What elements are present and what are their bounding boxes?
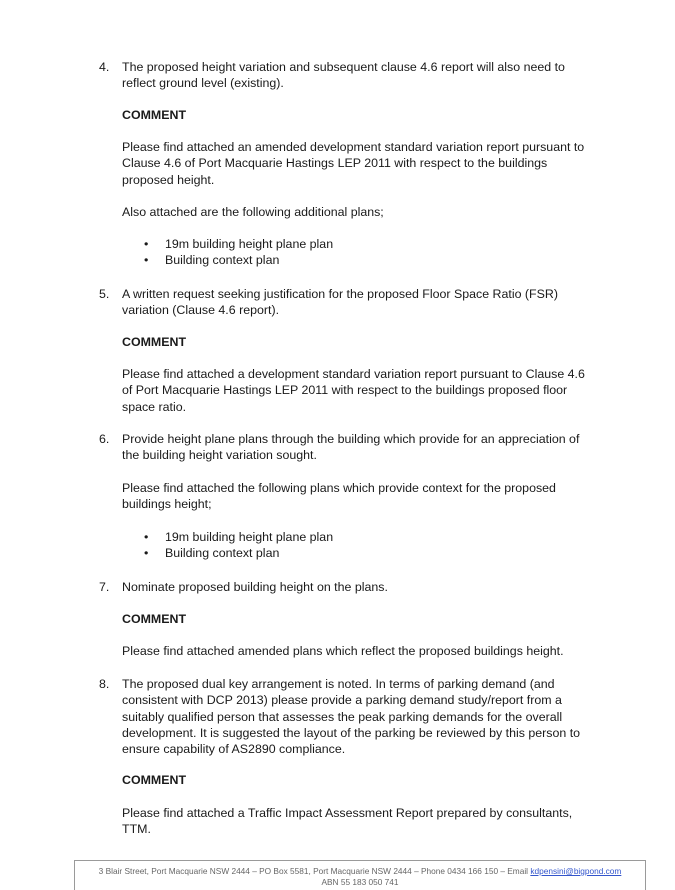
- item-text: The proposed dual key arrangement is noted. In terms of parking demand (and consistent with DCP 2013) please provide a parking demand study/report from a suitably qualified person that assesses the peak parking demands for the overall development. It is suggested the layout of the parking be reviewed by this person to ensure capability of AS2890 compliance.: [122, 677, 581, 757]
- item-text: A written request seeking justification for the proposed Floor Space Ratio (FSR) variation (Clause 4.6 report).: [122, 287, 558, 318]
- response-paragraph: Please find attached a Traffic Impact Assessment Report prepared by consultants, TTM.: [122, 806, 573, 837]
- item-text: The proposed height variation and subsequent clause 4.6 report will also need to reflect ground level (existing).: [122, 60, 565, 91]
- comment-heading: COMMENT: [122, 108, 187, 122]
- comment-heading: COMMENT: [122, 773, 187, 787]
- item-text: Nominate proposed building height on the plans.: [122, 580, 388, 594]
- response-paragraph: Please find attached a development standard variation report pursuant to Clause 4.6 of Port Macquarie Hastings LEP 2011 with respect to the buildings proposed floor space ratio.: [122, 367, 585, 414]
- footer-email-link[interactable]: kdpensini@bigpond.com: [530, 866, 622, 876]
- bullet-icon: •: [144, 253, 149, 267]
- response-paragraph: Please find attached amended plans which reflect the proposed buildings height.: [122, 644, 564, 658]
- item-number: 8.: [99, 677, 110, 691]
- bullet-text: Building context plan: [165, 546, 280, 560]
- item-text: Provide height plane plans through the building which provide for an appreciation of the building height variation sought.: [122, 432, 580, 463]
- footer-abn: ABN 55 183 050 741: [321, 877, 399, 887]
- bullet-text: 19m building height plane plan: [165, 237, 334, 251]
- item-number: 6.: [99, 432, 110, 446]
- response-paragraph: Please find attached an amended development standard variation report pursuant to Clause 4.6 of Port Macquarie Hastings LEP 2011 with respect to the buildings proposed height.: [122, 140, 585, 187]
- response-paragraph: Also attached are the following additional plans;: [122, 205, 384, 219]
- footer-address: 3 Blair Street, Port Macquarie NSW 2444 – PO Box 5581, Port Macquarie NSW 2444 – Phone 0434 166 150 – Email: [98, 866, 529, 876]
- bullet-text: Building context plan: [165, 253, 280, 267]
- bullet-text: 19m building height plane plan: [165, 530, 334, 544]
- response-paragraph: Please find attached the following plans which provide context for the proposed buildings height;: [122, 481, 556, 512]
- page-footer: [74, 860, 646, 890]
- footer-contact-line: [75, 866, 645, 877]
- item-number: 5.: [99, 287, 110, 301]
- bullet-icon: •: [144, 530, 149, 544]
- item-number: 7.: [99, 580, 110, 594]
- comment-heading: COMMENT: [122, 335, 187, 349]
- bullet-icon: •: [144, 237, 149, 251]
- comment-heading: COMMENT: [122, 612, 187, 626]
- bullet-icon: •: [144, 546, 149, 560]
- item-number: 4.: [99, 60, 110, 74]
